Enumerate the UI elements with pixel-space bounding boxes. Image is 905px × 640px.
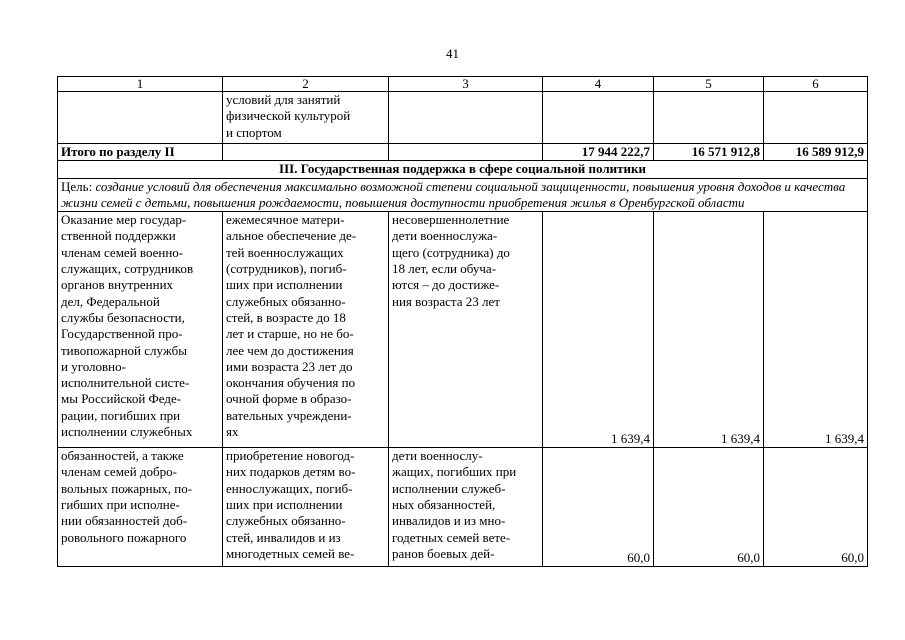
total-value-4: 17 944 222,7 bbox=[543, 144, 654, 161]
section-title-row bbox=[58, 161, 868, 178]
section-title: III. Государственная поддержка в сфере социальной политики bbox=[58, 161, 868, 178]
row1-value-6: 1 639,4 bbox=[764, 212, 868, 448]
goal-cell bbox=[58, 178, 868, 212]
total-value-5: 16 571 912,8 bbox=[654, 144, 764, 161]
row2-value-4: 60,0 bbox=[543, 448, 654, 567]
cont-col3 bbox=[389, 92, 543, 144]
row1-value-4: 1 639,4 bbox=[543, 212, 654, 448]
row1-col3: несовершеннолетние дети военнослужа- щего (сотрудника) до 18 лет, если обуча- ются – до достиже- ния возраста 23 лет bbox=[389, 212, 543, 448]
header-col-2: 2 bbox=[223, 77, 389, 92]
goal-text: создание условий для обеспечения максимально возможной степени социальной защищенности, повышения уровня доходов и качества жизни семей с детьми, повышения рождаемости, повышения доступности приобретения жилья в Оренбургской области bbox=[61, 178, 846, 210]
row1-col1: Оказание мер государ- ственной поддержки членам семей военно- служащих, сотрудников органов внутренних дел, Федеральной службы безопасности, Государственной про- тивопожарной службы и уголовно- исполнительной систе- мы Российской Феде- рации, погибших при исполнении служебных bbox=[58, 212, 223, 448]
goal-row bbox=[58, 178, 868, 212]
row2-value-5: 60,0 bbox=[654, 448, 764, 567]
total-row bbox=[58, 144, 868, 161]
cont-col4 bbox=[543, 92, 654, 144]
table-row bbox=[58, 448, 868, 567]
continuation-row bbox=[58, 92, 868, 144]
budget-table bbox=[57, 76, 868, 567]
header-col-1: 1 bbox=[58, 77, 223, 92]
header-row bbox=[58, 77, 868, 92]
cont-col1 bbox=[58, 92, 223, 144]
row1-col2: ежемесячное матери- альное обеспечение де- тей военнослужащих (сотрудников), погиб- ших при исполнении служебных обязанно- стей, в возрасте до 18 лет и старше, но не бо- лее чем до достижения ими возраста 23 лет до окончания обучения по очной форме в образо- вательных учреждени- ях bbox=[223, 212, 389, 448]
row2-col3: дети военнослу- жащих, погибших при исполнении служеб- ных обязанностей, инвалидов и из мно- годетных семей вете- ранов боевых дей- bbox=[389, 448, 543, 567]
total-label: Итого по разделу II bbox=[58, 144, 223, 161]
row2-col1: обязанностей, а также членам семей добро- вольных пожарных, по- гибших при исполне- нии обязанностей доб- ровольного пожарного bbox=[58, 448, 223, 567]
total-col2 bbox=[223, 144, 389, 161]
total-value-6: 16 589 912,9 bbox=[764, 144, 868, 161]
total-col3 bbox=[389, 144, 543, 161]
cont-col2: условий для занятий физической культурой и спортом bbox=[223, 92, 389, 144]
row2-col2: приобретение новогод- них подарков детям во- еннослужащих, погиб- ших при исполнении служебных обязанно- стей, инвалидов и из многодетных семей ве- bbox=[223, 448, 389, 567]
row2-value-6: 60,0 bbox=[764, 448, 868, 567]
cont-col6 bbox=[764, 92, 868, 144]
goal-prefix: Цель: bbox=[61, 178, 96, 194]
row1-value-5: 1 639,4 bbox=[654, 212, 764, 448]
header-col-6: 6 bbox=[764, 77, 868, 92]
header-col-4: 4 bbox=[543, 77, 654, 92]
header-col-3: 3 bbox=[389, 77, 543, 92]
header-col-5: 5 bbox=[654, 77, 764, 92]
page-number: 41 bbox=[446, 46, 459, 61]
cont-col5 bbox=[654, 92, 764, 144]
table-row bbox=[58, 212, 868, 448]
